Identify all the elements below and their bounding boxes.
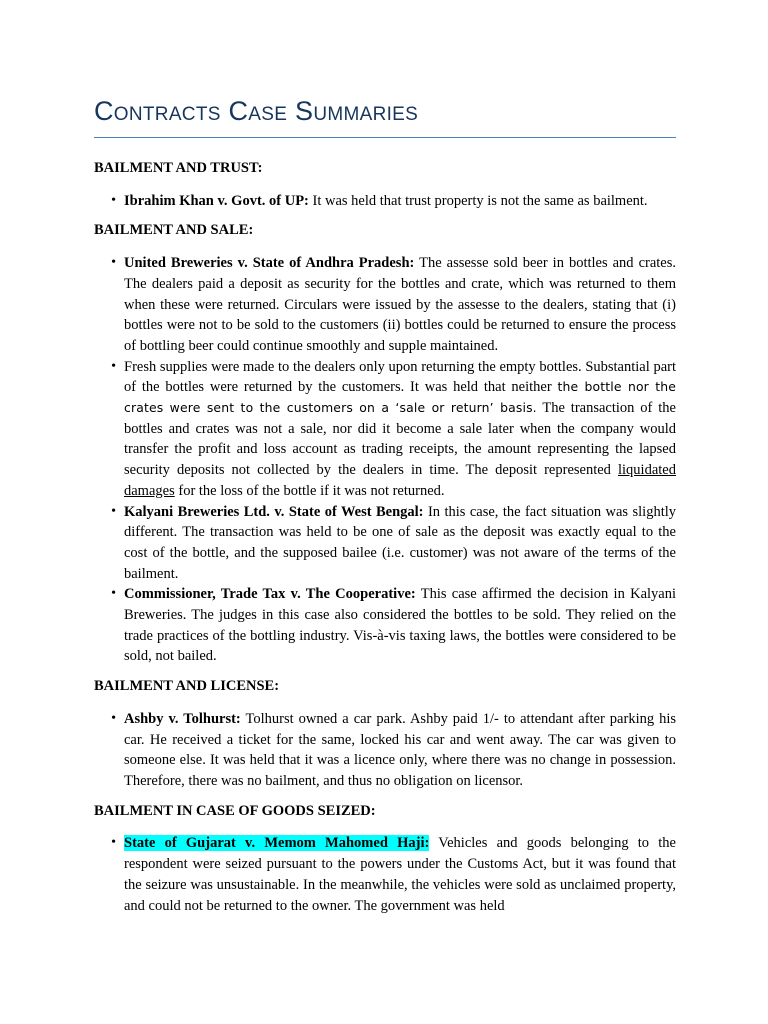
case-text: In this case, the fact situation was slightly different. The transaction was held to be one of sale as the deposit was exactly equal to the cost of the bottle, and the supposed bailee (i.e. customer) was not aware of the terms of the bailment. xyxy=(124,503,676,582)
list-item xyxy=(94,191,676,212)
section-heading-bailment-and-sale: BAILMENT AND SALE: xyxy=(94,222,254,239)
case-text: for the loss of the bottle if it was not returned. xyxy=(174,482,445,499)
case-text: Tolhurst owned a car park. Ashby paid 1/- to attendant after parking his car. He received a ticket for the same, locked his car and went away. The car was given to someone else. It was held that it was a licence only, where there was no change in possession. Therefore, there was no bailment, and thus no obligation on licensor. xyxy=(124,710,677,789)
bullet-icon: • xyxy=(111,503,116,519)
liquidated-damages-link[interactable]: liquidated damages xyxy=(124,462,676,499)
case-text: It was held that trust property is not the same as bailment. xyxy=(308,192,648,209)
case-list-bailment-and-trust xyxy=(94,191,676,212)
case-list-bailment-goods-seized xyxy=(94,833,676,916)
case-text: This case affirmed the decision in Kalyani Breweries. The judges in this case also considered the bottles to be sold. They relied on the trade practices of the bottling industry. Vis-à-vis taxing laws, the bottles were considered to be sold, not bailed. xyxy=(124,586,677,665)
section-heading-bailment-goods-seized: BAILMENT IN CASE OF GOODS SEIZED: xyxy=(94,802,376,819)
page-title: Contracts Case Summaries xyxy=(94,96,419,126)
list-item xyxy=(94,709,676,792)
document-body xyxy=(94,150,676,925)
case-text: The transaction of the bottles and crates was not a sale, nor did it become a sale later when the company would transfer the profit and loss account as trading receipts, the amount representing the lapsed security deposits not collected by the dealers in time. The deposit represented xyxy=(124,400,676,479)
bullet-icon: • xyxy=(111,835,116,851)
case-list-bailment-and-license xyxy=(94,709,676,792)
section-heading-bailment-and-license: BAILMENT AND LICENSE: xyxy=(94,678,280,695)
title-divider xyxy=(94,137,676,138)
list-item xyxy=(94,833,676,916)
case-name: Commissioner, Trade Tax v. The Cooperative: xyxy=(124,586,416,603)
case-name: Ashby v. Tolhurst: xyxy=(124,710,241,727)
bullet-icon: • xyxy=(111,255,116,271)
highlighted-case-name: State of Gujarat v. Memom Mahomed Haji: xyxy=(124,835,430,852)
section-heading-bailment-and-trust: BAILMENT AND TRUST: xyxy=(94,160,263,176)
bullet-icon: • xyxy=(111,358,116,374)
case-text: The assesse sold beer in bottles and crates. The dealers paid a deposit as security for the bottles and crate, which was returned to them when these were returned. Circulars were issued by the assesse to the dealers, stating that (i) bottles were not to be sold to the customers (ii) bottles could be returned to ensure the process of bottling beer could continue smoothly and supple maintained. xyxy=(124,255,676,354)
list-item xyxy=(94,502,676,585)
list-item xyxy=(94,253,676,357)
case-name: Ibrahim Khan v. Govt. of UP: xyxy=(124,192,309,209)
case-list-bailment-and-sale xyxy=(94,253,676,667)
case-text: Fresh supplies were made to the dealers only upon returning the empty bottles. Substantial part of the bottles were returned by the customers. It was held that neither xyxy=(124,358,676,396)
bullet-icon: • xyxy=(111,192,116,208)
case-text-alt-font: the bottle nor the crates were sent to the customers on a ‘sale or return’ basis. xyxy=(124,379,676,416)
case-text: Vehicles and goods belonging to the respondent were seized pursuant to the powers under the Customs Act, but it was found that the seizure was unsustainable. In the meanwhile, the vehicles were sold as unclaimed property, and could not be returned to the owner. The government was held xyxy=(124,835,676,914)
case-name: Kalyani Breweries Ltd. v. State of West Bengal: xyxy=(124,503,424,520)
case-name: United Breweries v. State of Andhra Pradesh: xyxy=(124,255,415,272)
bullet-icon: • xyxy=(111,710,116,726)
list-item xyxy=(94,357,676,502)
bullet-icon: • xyxy=(111,586,116,602)
list-item xyxy=(94,584,676,667)
